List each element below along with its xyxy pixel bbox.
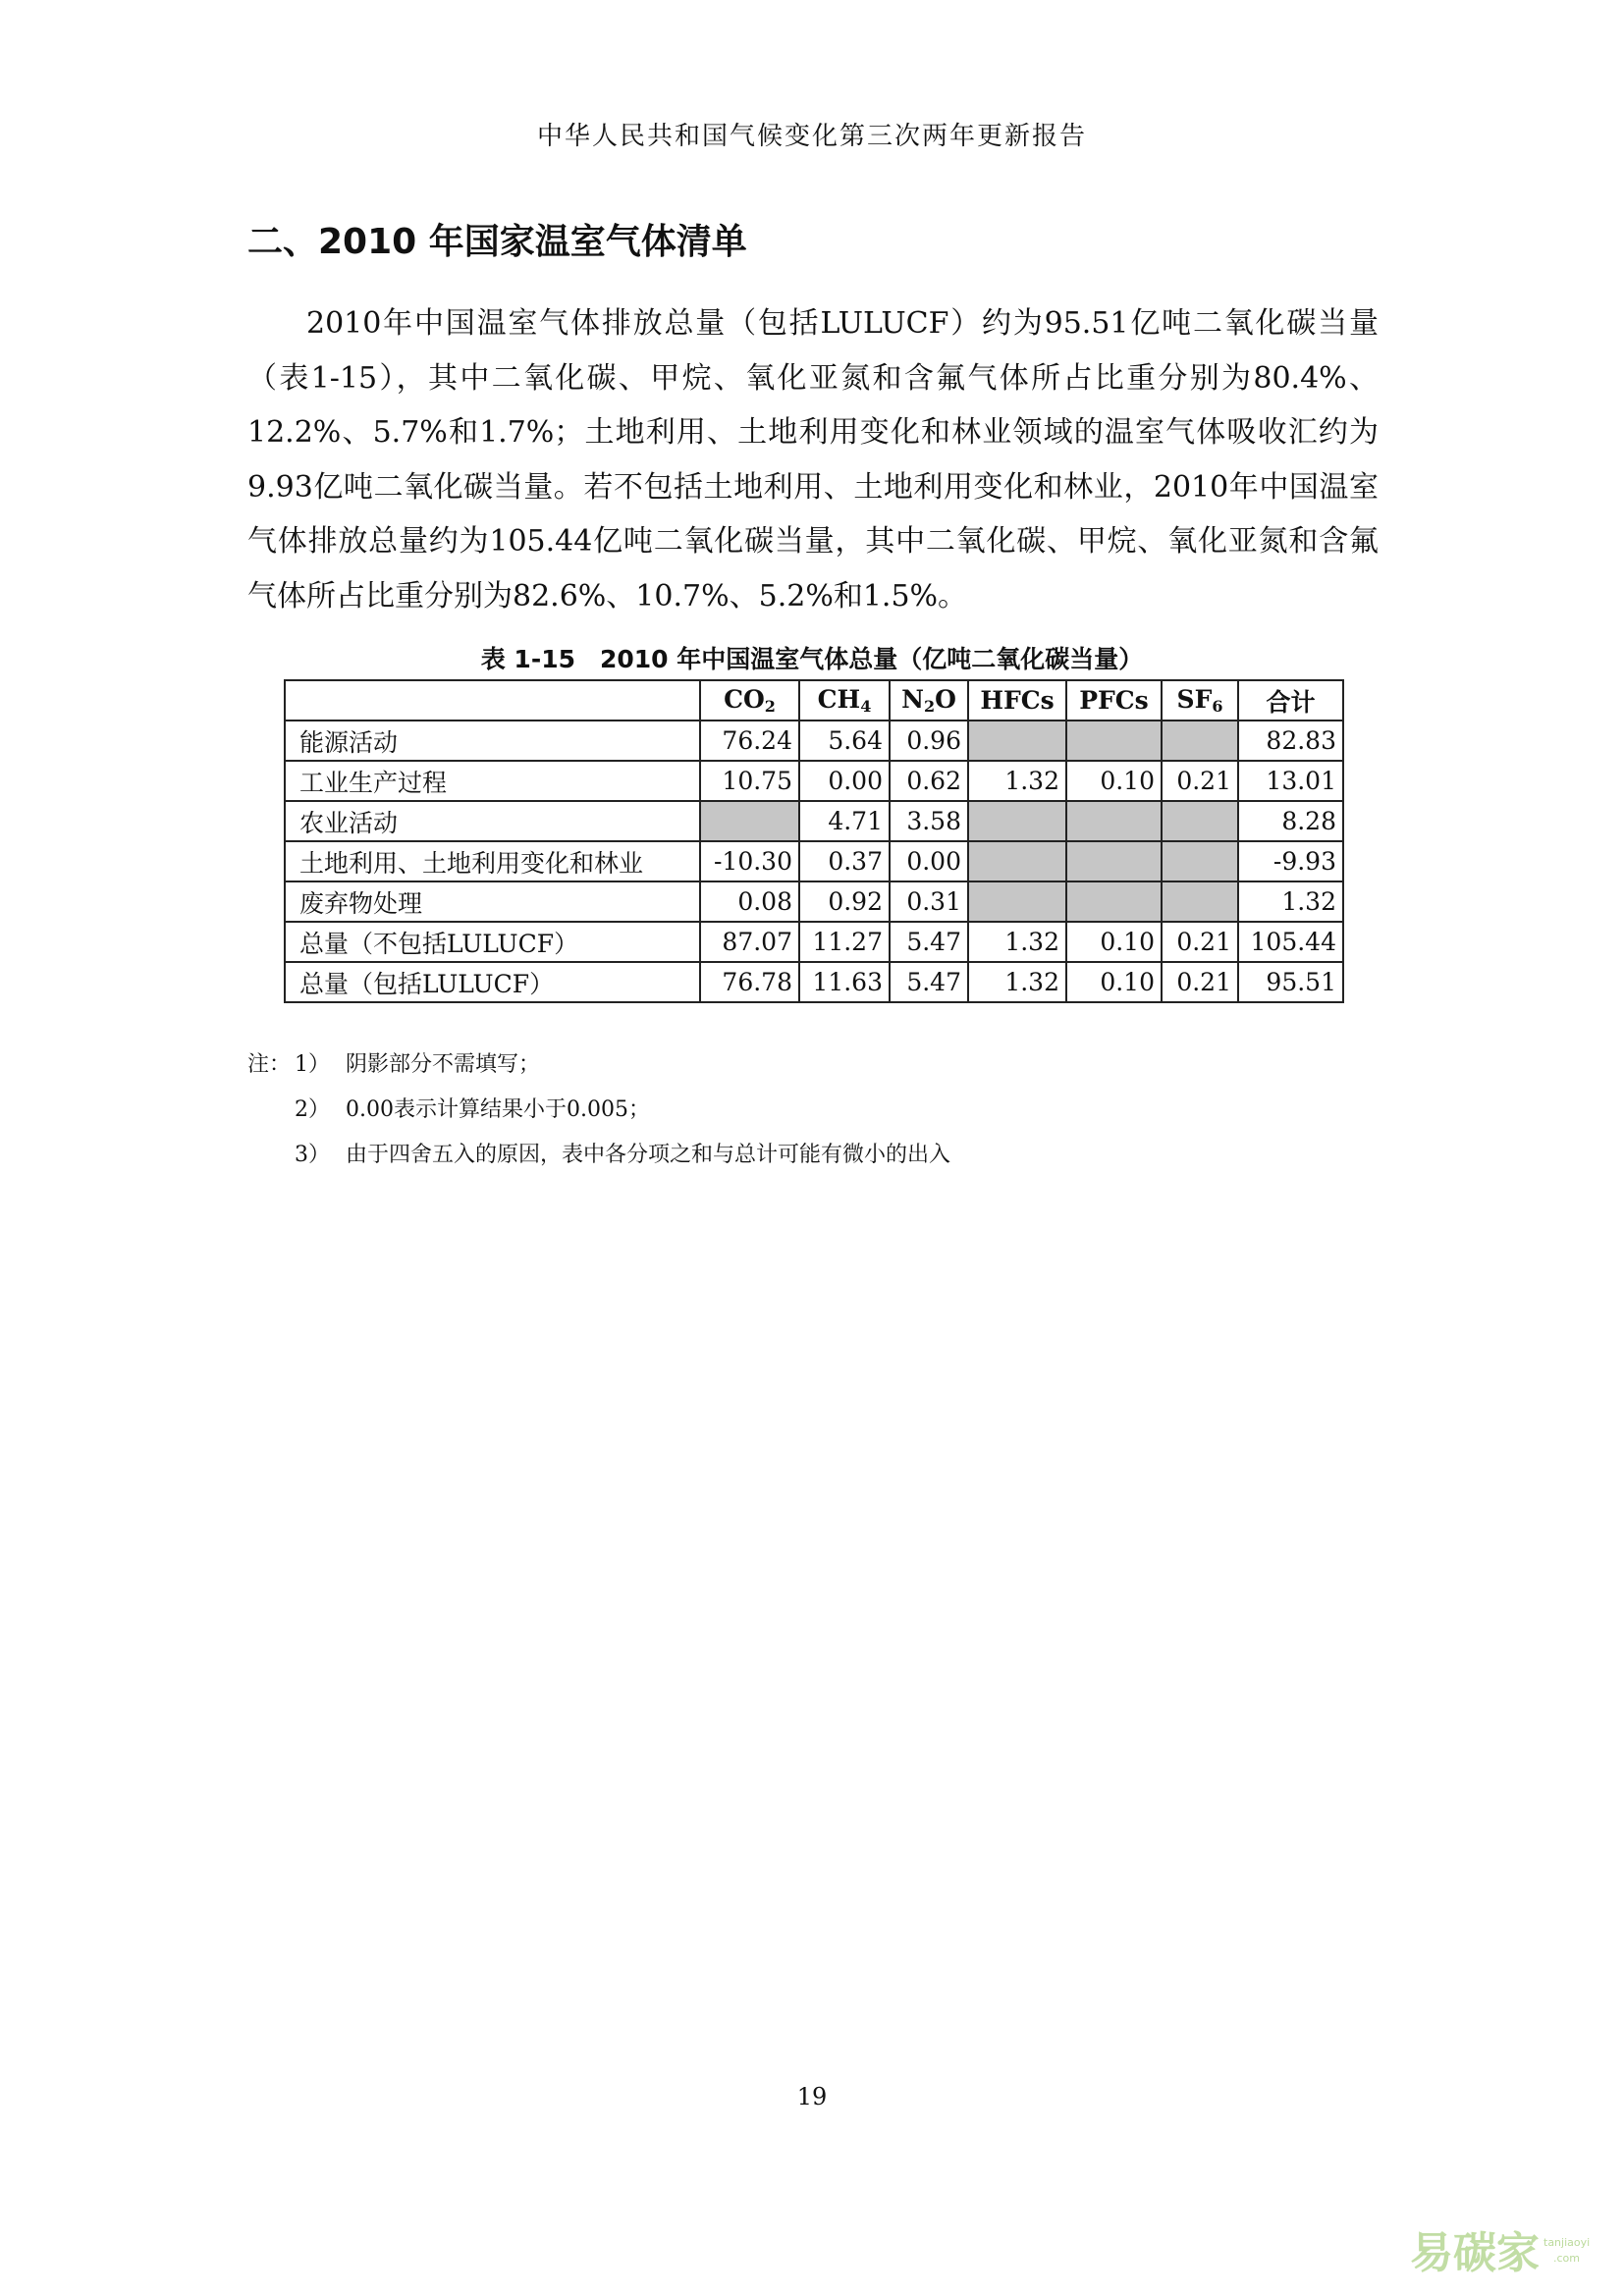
emissions-table (284, 679, 1344, 1003)
header-hfcs: HFCs (968, 680, 1066, 721)
section-heading: 二、2010 年国家温室气体清单 (247, 222, 747, 262)
body-paragraph: 2010年中国温室气体排放总量（包括LULUCF）约为95.51亿吨二氧化碳当量（表1-15），其中二氧化碳、甲烷、氧化亚氮和含氟气体所占比重分别为80.4%、12.2%、5.7%和1.7%；土地利用、土地利用变化和林业领域的温室气体吸收汇约为9.93亿吨二氧化碳当量。若不包括土地利用、土地利用变化和林业，2010年中国温室气体排放总量约为105.44亿吨二氧化碳当量，其中二氧化碳、甲烷、氧化亚氮和含氟气体所占比重分别为82.6%、10.7%、5.2%和1.5%。 (247, 306, 1379, 614)
cell-ch4: 4.71 (799, 801, 890, 841)
cell-sf6: 0.21 (1162, 962, 1238, 1002)
row-label: 总量（不包括LULUCF） (285, 922, 700, 962)
cell-pfcs: 0.10 (1066, 962, 1162, 1002)
cell-n2o: 0.31 (890, 881, 968, 922)
note-text: 0.00表示计算结果小于0.005； (346, 1097, 650, 1122)
cell-sf6-shaded (1162, 801, 1238, 841)
header-label-cell (285, 680, 700, 721)
table-header-row (285, 680, 1343, 721)
table-row (285, 801, 1343, 841)
table-row (285, 922, 1343, 962)
header-ch4: $CH_4$ (799, 680, 890, 721)
table-row (285, 841, 1343, 881)
cell-sf6-shaded (1162, 721, 1238, 761)
header-sf6: $SF_6$ (1162, 680, 1238, 721)
row-label: 农业活动 (285, 801, 700, 841)
header-n2o: $N_2O$ (890, 680, 968, 721)
cell-n2o: 0.00 (890, 841, 968, 881)
cell-co2-shaded (700, 801, 799, 841)
cell-total: 82.83 (1238, 721, 1343, 761)
cell-n2o: 5.47 (890, 922, 968, 962)
cell-hfcs-shaded (968, 881, 1066, 922)
note-item (247, 1042, 950, 1088)
cell-n2o: 0.62 (890, 761, 968, 801)
watermark-logo (1406, 2216, 1602, 2285)
cell-co2: 76.78 (700, 962, 799, 1002)
cell-hfcs: 1.32 (968, 761, 1066, 801)
note-number: 3） (295, 1143, 330, 1167)
watermark-subtext: tanjiaoyi (1543, 2236, 1591, 2249)
watermark-domain: .com (1553, 2252, 1580, 2265)
cell-sf6: 0.21 (1162, 761, 1238, 801)
row-label: 土地利用、土地利用变化和林业 (285, 841, 700, 881)
cell-total: 95.51 (1238, 962, 1343, 1002)
table-row (285, 721, 1343, 761)
cell-co2: 76.24 (700, 721, 799, 761)
header-co2: $CO_2$ (700, 680, 799, 721)
cell-ch4: 0.37 (799, 841, 890, 881)
cell-n2o: 3.58 (890, 801, 968, 841)
page-number: 19 (796, 2083, 828, 2110)
cell-pfcs-shaded (1066, 801, 1162, 841)
cell-ch4: 0.00 (799, 761, 890, 801)
note-item (247, 1133, 950, 1178)
cell-pfcs-shaded (1066, 841, 1162, 881)
cell-ch4: 11.27 (799, 922, 890, 962)
cell-co2: 0.08 (700, 881, 799, 922)
cell-co2: -10.30 (700, 841, 799, 881)
cell-pfcs: 0.10 (1066, 761, 1162, 801)
cell-total: -9.93 (1238, 841, 1343, 881)
cell-n2o: 5.47 (890, 962, 968, 1002)
cell-total: 13.01 (1238, 761, 1343, 801)
row-label: 废弃物处理 (285, 881, 700, 922)
row-label: 工业生产过程 (285, 761, 700, 801)
cell-ch4: 5.64 (799, 721, 890, 761)
cell-co2: 87.07 (700, 922, 799, 962)
cell-pfcs: 0.10 (1066, 922, 1162, 962)
cell-total: 1.32 (1238, 881, 1343, 922)
cell-pfcs-shaded (1066, 721, 1162, 761)
cell-hfcs-shaded (968, 801, 1066, 841)
row-label: 总量（包括LULUCF） (285, 962, 700, 1002)
cell-hfcs-shaded (968, 841, 1066, 881)
cell-ch4: 11.63 (799, 962, 890, 1002)
note-number: 1） (295, 1052, 330, 1077)
cell-co2: 10.75 (700, 761, 799, 801)
table-row (285, 761, 1343, 801)
cell-total: 105.44 (1238, 922, 1343, 962)
watermark-text: 易碳家 (1410, 2228, 1540, 2278)
note-number: 2） (295, 1097, 330, 1122)
table-caption: 表 1-15 2010 年中国温室气体总量（亿吨二氧化碳当量） (480, 645, 1144, 673)
cell-ch4: 0.92 (799, 881, 890, 922)
cell-sf6-shaded (1162, 841, 1238, 881)
running-header: 中华人民共和国气候变化第三次两年更新报告 (536, 122, 1087, 151)
cell-sf6-shaded (1162, 881, 1238, 922)
table-row (285, 881, 1343, 922)
header-pfcs: PFCs (1066, 680, 1162, 721)
table-row (285, 962, 1343, 1002)
table-notes (247, 1042, 950, 1178)
row-label: 能源活动 (285, 721, 700, 761)
cell-total: 8.28 (1238, 801, 1343, 841)
cell-n2o: 0.96 (890, 721, 968, 761)
note-text: 由于四舍五入的原因，表中各分项之和与总计可能有微小的出入 (346, 1143, 951, 1167)
note-prefix: 注： (247, 1052, 292, 1077)
cell-hfcs: 1.32 (968, 922, 1066, 962)
cell-hfcs: 1.32 (968, 962, 1066, 1002)
cell-sf6: 0.21 (1162, 922, 1238, 962)
cell-pfcs-shaded (1066, 881, 1162, 922)
note-item (247, 1088, 950, 1133)
note-text: 阴影部分不需填写； (346, 1052, 541, 1077)
cell-hfcs-shaded (968, 721, 1066, 761)
header-total: 合计 (1238, 680, 1343, 721)
